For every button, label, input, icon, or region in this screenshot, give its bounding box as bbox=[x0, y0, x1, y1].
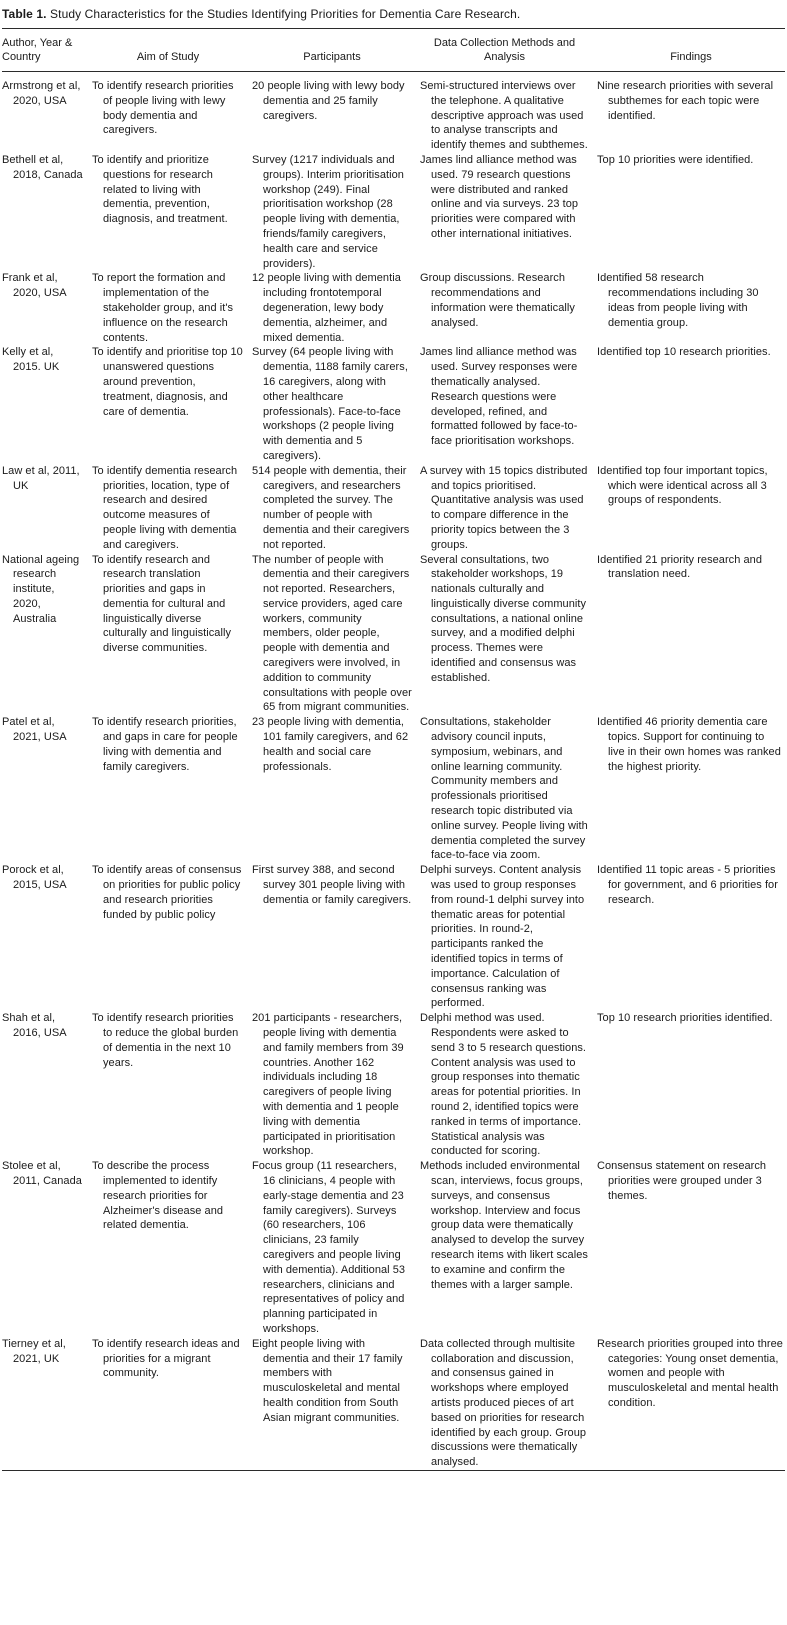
cell-participants: Survey (64 people living with dementia, 1188 family carers, 16 caregivers, along with other healthcare professionals). Face-to-face workshops (2 people living with dementia and 5 caregivers). bbox=[252, 346, 408, 462]
column-header-participants: Participants bbox=[252, 29, 420, 72]
cell-aim: To describe the process implemented to identify research priorities for Alzheimer's disease and related dementia. bbox=[92, 1160, 224, 1232]
table-row bbox=[2, 553, 785, 716]
table-row bbox=[2, 1011, 785, 1159]
cell-participants: Eight people living with dementia and their 17 family members with musculoskeletal and mental health condition from South Asian migrant communities. bbox=[252, 1337, 403, 1424]
cell-author: Patel et al, 2021, USA bbox=[2, 716, 67, 744]
table-caption-text: Study Characteristics for the Studies Identifying Priorities for Dementia Care Research. bbox=[50, 7, 521, 21]
cell-author: Law et al, 2011, UK bbox=[2, 464, 80, 492]
table-row bbox=[2, 1159, 785, 1337]
cell-findings: Consensus statement on research priorities were grouped under 3 themes. bbox=[597, 1160, 767, 1202]
table-row bbox=[2, 345, 785, 463]
cell-author: Frank et al, 2020, USA bbox=[2, 272, 67, 300]
cell-methods: James lind alliance method was used. Survey responses were thematically analysed. Research questions were developed, refined, and formatted followed by face-to-face prioritisation workshops. bbox=[420, 346, 578, 448]
cell-aim: To identify research ideas and priorities for a migrant community. bbox=[92, 1337, 240, 1380]
cell-findings: Top 10 priorities were identified. bbox=[597, 153, 754, 166]
cell-methods: Group discussions. Research recommendations and information were thematically analysed. bbox=[420, 272, 575, 329]
table-row bbox=[2, 153, 785, 271]
cell-findings: Research priorities grouped into three categories: Young onset dementia, women and people with musculoskeletal and mental health condition. bbox=[597, 1337, 783, 1409]
cell-findings: Identified 11 topic areas - 5 priorities for government, and 6 priorities for research. bbox=[597, 864, 778, 906]
table-row bbox=[2, 715, 785, 863]
cell-aim: To identify research and research translation priorities and gaps in dementia for cultural and linguistically diverse culturally and linguistically diverse communities. bbox=[92, 553, 232, 655]
column-header-findings: Findings bbox=[597, 29, 785, 72]
cell-participants: The number of people with dementia and their caregivers not reported. Researchers, service providers, aged care workers, community members, older people, people with dementia and caregivers were involved, in addition to community consultations with people over 65 from migrant communities. bbox=[252, 553, 412, 714]
cell-participants: First survey 388, and second survey 301 people living with dementia or family caregivers. bbox=[252, 864, 412, 906]
table-body bbox=[2, 72, 785, 1471]
cell-findings: Identified 58 research recommendations including 30 ideas from people living with dementia group. bbox=[597, 272, 759, 329]
cell-author: Tierney et al, 2021, UK bbox=[2, 1337, 66, 1365]
cell-author: Bethell et al, 2018, Canada bbox=[2, 153, 83, 181]
cell-author: Armstrong et al, 2020, USA bbox=[2, 80, 81, 107]
cell-aim: To identify research priorities of people living with lewy body dementia and caregivers. bbox=[92, 80, 234, 137]
cell-participants: 20 people living with lewy body dementia and 25 family caregivers. bbox=[252, 80, 405, 122]
cell-findings: Identified 21 priority research and translation need. bbox=[597, 553, 763, 581]
cell-methods: James lind alliance method was used. 79 research questions were distributed and ranked online and via surveys. 23 top priorities were compared with other international initiatives. bbox=[420, 153, 579, 240]
table-caption bbox=[2, 6, 785, 22]
table-row bbox=[2, 271, 785, 345]
cell-findings: Identified top 10 research priorities. bbox=[597, 346, 771, 359]
cell-findings: Identified 46 priority dementia care topics. Support for continuing to live in their own homes was ranked the highest priority. bbox=[597, 716, 781, 773]
cell-participants: Survey (1217 individuals and groups). Interim prioritisation workshop (249). Final prioritisation workshop (28 people living with dementia, friends/family caregivers, health care and service providers). bbox=[252, 153, 404, 270]
cell-aim: To identify and prioritise top 10 unanswered questions around prevention, treatment, diagnosis, and care of dementia. bbox=[92, 346, 243, 418]
cell-participants: 201 participants - researchers, people living with dementia and family members from 39 countries. Another 162 individuals including 18 caregivers of people living with dementia and 1 people living with dementia participated in prioritisation workshop. bbox=[252, 1012, 404, 1158]
table-header bbox=[2, 29, 785, 72]
study-characteristics-table bbox=[2, 28, 785, 1471]
column-header-author: Author, Year & Country bbox=[2, 29, 92, 72]
column-header-methods: Data Collection Methods and Analysis bbox=[420, 29, 597, 72]
cell-participants: Focus group (11 researchers, 16 clinicians, 4 people with early-stage dementia and 23 family caregivers). Surveys (60 researchers, 106 clinicians, 23 family caregivers and people living with dementia). Additional 53 researchers, clinicians and representatives of policy and planning participated in workshops. bbox=[252, 1160, 406, 1335]
cell-author: Kelly et al, 2015. UK bbox=[2, 346, 60, 374]
cell-findings: Top 10 research priorities identified. bbox=[597, 1012, 773, 1025]
cell-methods: Consultations, stakeholder advisory council inputs, symposium, webinars, and online learning community. Community members and professionals prioritised research topic distributed via online survey. People living with dementia completed the survey face-to-face via zoom. bbox=[420, 716, 588, 862]
cell-aim: To identify and prioritize questions for research related to living with dementia, prevention, diagnosis, and treatment. bbox=[92, 153, 228, 226]
cell-participants: 12 people living with dementia including frontotemporal degeneration, lewy body dementia, alzheimer, and mixed dementia. bbox=[252, 272, 401, 344]
cell-participants: 23 people living with dementia, 101 family caregivers, and 62 health and social care professionals. bbox=[252, 716, 409, 773]
cell-author: Porock et al, 2015, USA bbox=[2, 864, 67, 892]
table-row bbox=[2, 863, 785, 1011]
cell-findings: Identified top four important topics, which were identical across all 3 groups of respondents. bbox=[597, 464, 768, 507]
cell-methods: Delphi method was used. Respondents were asked to send 3 to 5 research questions. Content analysis was used to group responses into thematic areas for potential priorities. In round 2, identified topics were ranked in terms of importance. Statistical analysis was conducted for scoring. bbox=[420, 1012, 587, 1158]
column-header-aim: Aim of Study bbox=[92, 29, 252, 72]
table-number: Table 1. bbox=[2, 7, 47, 21]
cell-aim: To identify dementia research priorities, location, type of research and desired outcome measures of people living with dementia and caregivers. bbox=[92, 464, 238, 551]
cell-methods: Methods included environmental scan, interviews, focus groups, surveys, and consensus workshop. Interview and focus group data were thematically analysed to develop the survey research items with likert scales to examine and confirm the themes with a larger sample. bbox=[420, 1160, 588, 1291]
table-row bbox=[2, 1337, 785, 1471]
cell-participants: 514 people with dementia, their caregivers, and researchers completed the survey. The number of people with dementia and their caregivers not reported. bbox=[252, 464, 410, 551]
cell-methods: Delphi surveys. Content analysis was used to group responses from round-1 delphi survey into thematic areas for potential priorities. In round-2, participants ranked the identified topics in terms of importance. Calculation of consensus ranking was performed. bbox=[420, 864, 585, 1010]
cell-aim: To identify research priorities, and gaps in care for people living with dementia and family caregivers. bbox=[92, 716, 238, 773]
cell-author: Stolee et al, 2011, Canada bbox=[2, 1160, 82, 1187]
table-row bbox=[2, 464, 785, 553]
cell-aim: To identify areas of consensus on priorities for public policy and research priorities funded by public policy bbox=[92, 864, 242, 921]
cell-aim: To identify research priorities to reduce the global burden of dementia in the next 10 years. bbox=[92, 1012, 239, 1069]
cell-author: Shah et al, 2016, USA bbox=[2, 1012, 67, 1039]
cell-methods: Several consultations, two stakeholder workshops, 19 nationals culturally and linguistically diverse community consultations, a national online survey, and a modified delphi process. Themes were identified and consensus was established. bbox=[420, 553, 587, 684]
cell-author: National ageing research institute, 2020, Australia bbox=[2, 553, 80, 625]
table-row bbox=[2, 72, 785, 153]
cell-methods: Data collected through multisite collaboration and discussion, and consensus gained in workshops where employed artists produced pieces of art based on priorities for research identified by each group. Group discussions were thematically analysed. bbox=[420, 1337, 587, 1469]
cell-methods: A survey with 15 topics distributed and topics prioritised. Quantitative analysis was used to compare difference in the priority topics between the 3 groups. bbox=[420, 464, 588, 551]
cell-aim: To report the formation and implementation of the stakeholder group, and it's influence on the research contents. bbox=[92, 272, 234, 344]
cell-methods: Semi-structured interviews over the telephone. A qualitative descriptive approach was used to analyse transcripts and identify themes and subthemes. bbox=[420, 80, 588, 152]
cell-findings: Nine research priorities with several subthemes for each topic were identified. bbox=[597, 80, 774, 122]
